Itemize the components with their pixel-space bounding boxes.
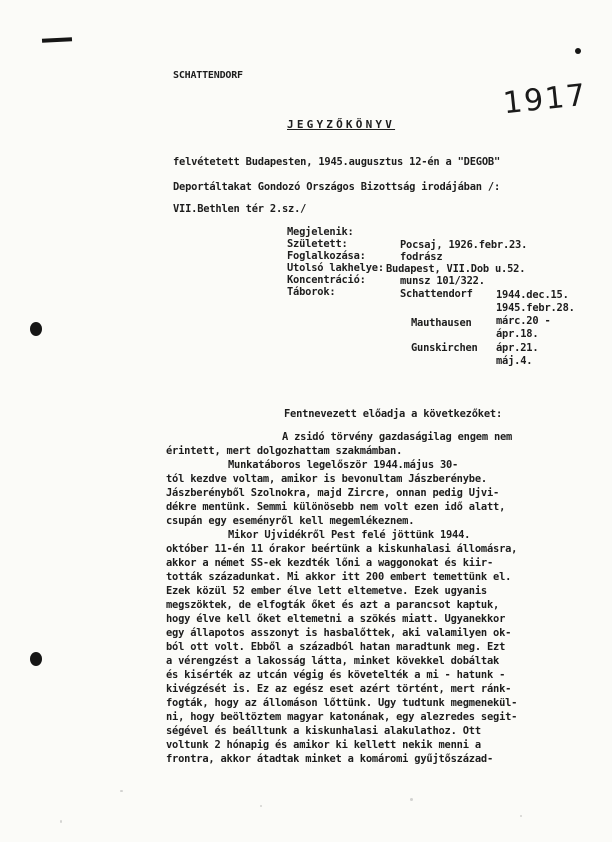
- testimony-line: október 11-én 11 órakor beértünk a kiskunhalasi állomásra,: [166, 543, 518, 555]
- testimony-line: Munkatáboros legelőször 1944.május 30-: [228, 459, 459, 471]
- testimony-line: voltunk 2 hónapig és amikor ki kellett nekik menni a: [166, 739, 481, 751]
- field-value-occupation: fodrász: [400, 251, 443, 263]
- testimony-line: ni, hogy beöltöztem magyar katonának, egy alezredes segit-: [166, 711, 518, 723]
- camp-name: Mauthausen: [411, 317, 472, 329]
- testimony-line: Mikor Ujvidékről Pest felé jöttünk 1944.: [228, 529, 471, 541]
- binder-hole-upper: [30, 322, 42, 336]
- field-label: Koncentráció:: [287, 274, 366, 286]
- field-value-birth: Pocsaj, 1926.febr.23.: [400, 239, 528, 251]
- camp-name: Gunskirchen: [411, 342, 478, 354]
- testimony-line: érintett, mert dolgozhattam szakmámban.: [166, 445, 403, 457]
- testimony-line: fogták, hogy az állomáson lőttünk. Ugy tudtunk megmenekül-: [166, 697, 518, 709]
- testimony-line: megszöktek, de elfogták őket és azt a parancsot kaptuk,: [166, 599, 500, 611]
- intro-line: Deportáltakat Gondozó Országos Bizottság irodájában /:: [173, 181, 501, 193]
- camp-name: Schattendorf: [400, 288, 473, 300]
- testimony-line: ból ott volt. Ebből a századból hatan maradtunk meg. Ezt: [166, 641, 506, 653]
- binder-hole-lower: [30, 652, 42, 666]
- field-label: Megjelenik:: [287, 226, 354, 238]
- scan-speck: [260, 805, 262, 807]
- intro-line: VII.Bethlen tér 2.sz./: [173, 203, 307, 215]
- scan-speck: [120, 790, 123, 792]
- testimony-line: csupán egy eseményről kell megemlékeznem.: [166, 515, 415, 527]
- testimony-line: dékre mentünk. Semmi különösebb nem volt ezen idő alatt,: [166, 501, 506, 513]
- testimony-line: hogy élve kell őket eltemetni a szökés miatt. Ugyanekkor: [166, 613, 506, 625]
- field-label: Utolsó lakhelye:: [287, 262, 384, 274]
- testimony-heading: Fentnevezett előadja a következőket:: [284, 408, 503, 420]
- scan-speck: [520, 815, 522, 817]
- testimony-line: A zsidó törvény gazdaságilag engem nem: [282, 431, 513, 443]
- testimony-line: a vérengzést a lakosság látta, minket kövekkel dobáltak: [166, 655, 500, 667]
- testimony-line: tották századunkat. Mi akkor itt 200 embert temettünk el.: [166, 571, 512, 583]
- field-label: Foglalkozása:: [287, 250, 366, 262]
- top-left-punch-mark: [42, 37, 72, 43]
- field-label: Táborok:: [287, 286, 336, 298]
- testimony-line: tól kezdve voltam, amikor is bevonultam Jászberénybe.: [166, 473, 487, 485]
- intro-line: felvétetett Budapesten, 1945.augusztus 12-én a "DEGOB": [173, 156, 501, 168]
- camp-date: márc.20 -: [496, 315, 551, 327]
- document-title: JEGYZŐKÖNYV: [287, 118, 396, 131]
- field-label: Született:: [287, 238, 348, 250]
- camp-date: máj.4.: [496, 355, 533, 367]
- place-name: SCHATTENDORF: [173, 70, 243, 81]
- field-value-residence: Budapest, VII.Dob u.52.: [386, 263, 526, 275]
- testimony-line: Ezek közül 52 ember élve lett eltemetve. Ezek ugyanis: [166, 585, 487, 597]
- scan-speck: [60, 820, 62, 823]
- camp-date: 1944.dec.15.: [496, 289, 569, 301]
- camp-date: ápr.21.: [496, 342, 539, 354]
- testimony-line: akkor a német SS-ek kezdték lőni a waggonokat és kiir-: [166, 557, 494, 569]
- testimony-line: Jászberényből Szolnokra, majd Zircre, onnan pedig Ujvi-: [166, 487, 500, 499]
- camp-date: 1945.febr.28.: [496, 302, 575, 314]
- testimony-line: és kisérték az utcán végig és követelték a mi - hatunk -: [166, 669, 506, 681]
- camp-date: ápr.18.: [496, 328, 539, 340]
- testimony-line: egy állapotos asszonyt is hasbalőttek, aki valamilyen ok-: [166, 627, 512, 639]
- testimony-line: kivégzését is. Ez az egész eset azért történt, mert ránk-: [166, 683, 512, 695]
- testimony-line: frontra, akkor átadtak minket a komáromi gyűjtőszázad-: [166, 753, 494, 765]
- testimony-line: ségével és beálltunk a kiskunhalasi alakulathoz. Ott: [166, 725, 481, 737]
- scan-speck: [410, 798, 413, 801]
- handwritten-document-number: 1917: [501, 77, 589, 122]
- field-value-concentration: munsz 101/322.: [400, 275, 485, 287]
- top-right-punch-dot: [575, 48, 581, 54]
